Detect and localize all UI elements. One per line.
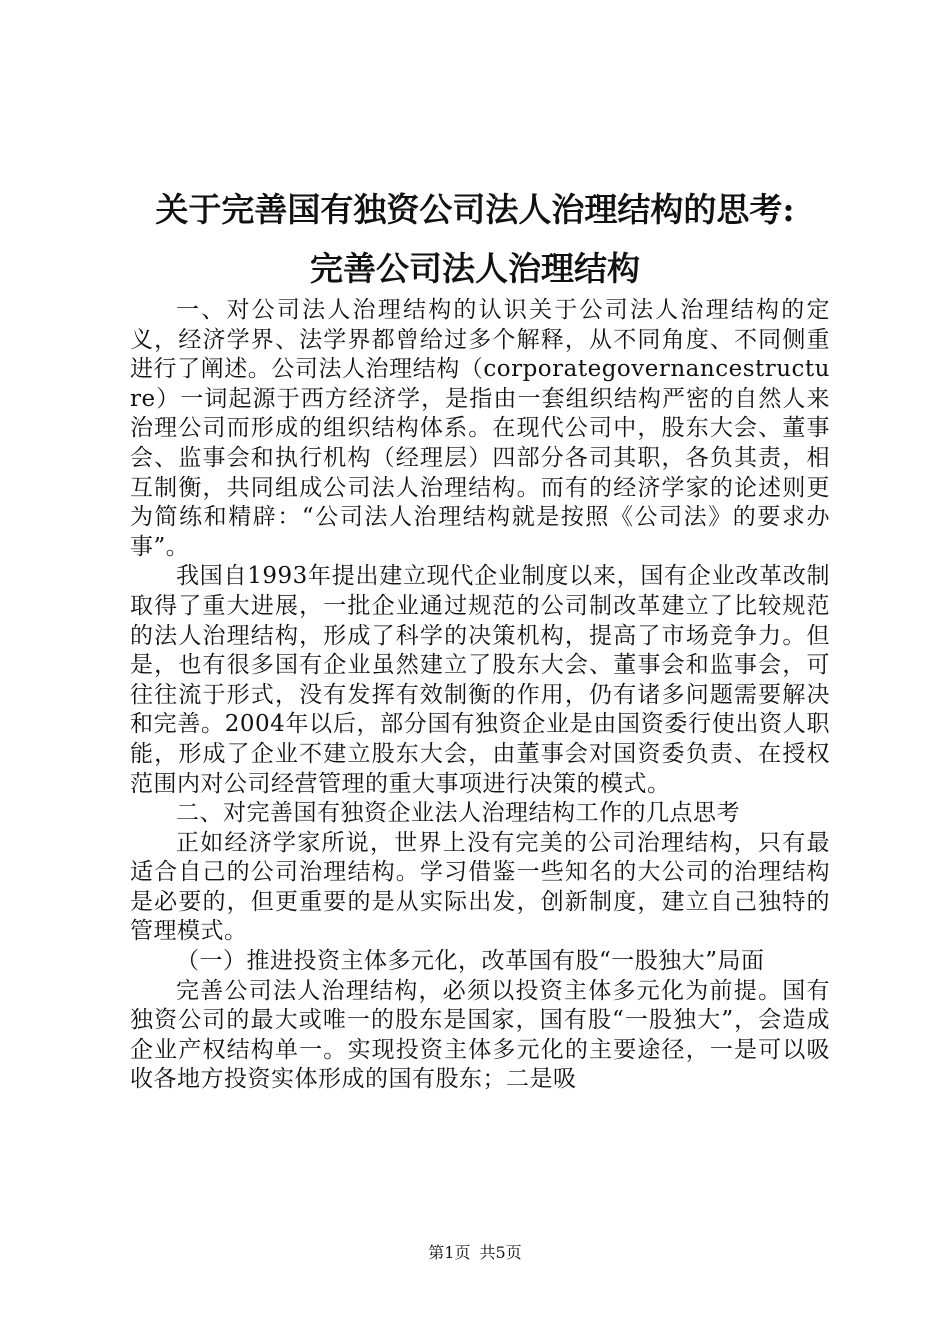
page-footer: [0, 1243, 950, 1263]
subsection-heading: （一）推进投资主体多元化，改革国有股“一股独大”局面: [176, 948, 765, 975]
paragraph: 一、对公司法人治理结构的认识关于公司法人治理结构的定义，经济学界、法学界都曾给过多个解释，从不同角度、不同侧重进行了阐述。公司法人治理结构（corporategovernancestructure）一词起源于西方经济学，是指由一套组织结构严密的自然人来治理公司而形成的组织结构体系。在现代公司中，股东大会、董事会、监事会和执行机构（经理层）四部分各司其职，各负其责，相互制衡，共同组成公司法人治理结构。而有的经济学家的论述则更为简练和精辟：“公司法人治理结构就是按照《公司法》的要求办事”。: [130, 297, 830, 560]
paragraph: 正如经济学家所说，世界上没有完美的公司治理结构，只有最适合自己的公司治理结构。学习借鉴一些知名的大公司的治理结构是必要的，但更重要的是从实际出发，创新制度，建立自己独特的管理模式。: [130, 829, 830, 945]
document-title-line2: 完善公司法人治理结构: [310, 249, 640, 288]
document-title-line1: 关于完善国有独资公司法人治理结构的思考:: [155, 190, 795, 229]
page-number: 第1页: [428, 1243, 471, 1262]
page-total: 共5页: [479, 1243, 522, 1262]
paragraph: 完善公司法人治理结构，必须以投资主体多元化为前提。国有独资公司的最大或唯一的股东是国家，国有股“一股独大”，会造成企业产权结构单一。实现投资主体多元化的主要途径，一是可以吸收各地方投资实体形成的国有股东；二是吸: [130, 977, 830, 1093]
paragraph: 我国自1993年提出建立现代企业制度以来，国有企业改革改制取得了重大进展，一批企业通过规范的公司制改革建立了比较规范的法人治理结构，形成了科学的决策机构，提高了市场竞争力。但是，也有很多国有企业虽然建立了股东大会、董事会和监事会，可往往流于形式，没有发挥有效制衡的作用，仍有诸多问题需要解决和完善。2004年以后，部分国有独资企业是由国资委行使出资人职能，形成了企业不建立股东大会，由董事会对国资委负责、在授权范围内对公司经营管理的重大事项进行决策的模式。: [130, 563, 830, 797]
document-body: [130, 296, 830, 1095]
section-heading: 二、对完善国有独资企业法人治理结构工作的几点思考: [176, 800, 740, 827]
